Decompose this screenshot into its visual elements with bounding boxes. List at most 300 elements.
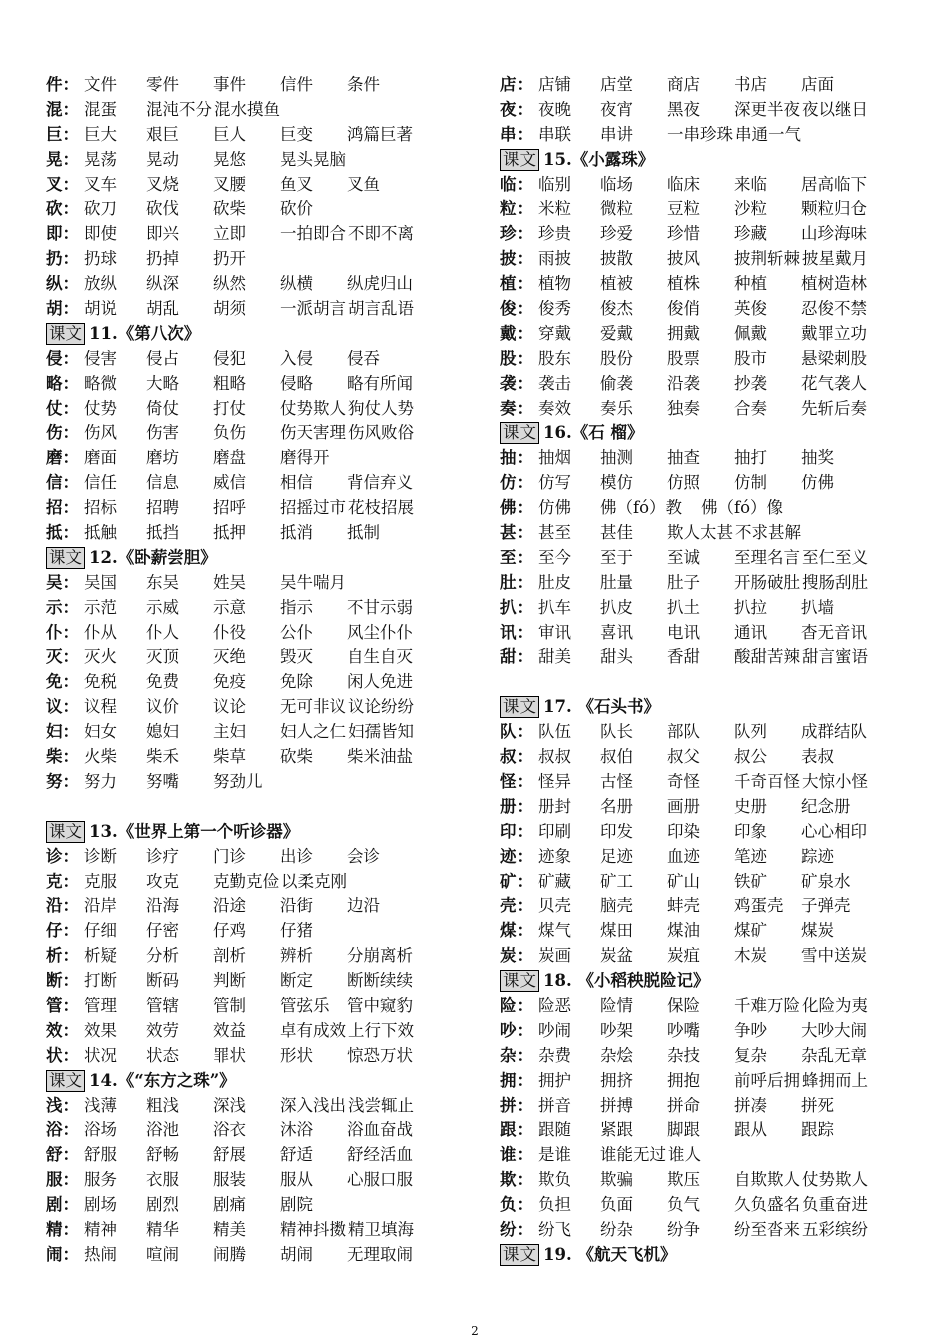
vocab-word: 珍贵 [538, 224, 571, 244]
vocab-character: 纷： [500, 1219, 533, 1239]
vocab-word: 砍柴 [280, 747, 313, 767]
vocab-character: 俊： [500, 299, 533, 319]
lesson-header [46, 820, 466, 845]
vocab-word: 保险 [667, 995, 700, 1015]
vocab-word: 股东 [538, 348, 571, 368]
vocab-character: 怪： [500, 771, 533, 791]
vocab-word: 叉车 [84, 174, 117, 194]
vocab-word: 诊断 [84, 846, 117, 866]
vocab-word: 抵制 [347, 523, 380, 543]
vocab-word: 戴罪立功 [801, 323, 867, 343]
vocab-word: 混蛋 [84, 99, 117, 119]
vocab-word: 喧闹 [146, 1244, 179, 1264]
vocab-word: 胡言乱语 [348, 299, 414, 319]
vocab-word: 叉腰 [213, 174, 246, 194]
vocab-row [500, 1019, 920, 1044]
vocab-word: 跟从 [734, 1120, 767, 1140]
vocab-character: 临： [500, 174, 533, 194]
vocab-word: 书店 [734, 75, 767, 94]
vocab-character: 谁： [500, 1145, 533, 1165]
vocab-row [46, 894, 466, 919]
vocab-character: 吴： [46, 572, 79, 592]
vocab-word: 浅尝辄止 [348, 1095, 414, 1115]
vocab-character: 磨： [46, 448, 79, 468]
vocab-row [46, 1168, 466, 1193]
vocab-word: 植物 [538, 274, 571, 294]
vocab-word: 足迹 [600, 846, 633, 866]
vocab-row [500, 745, 920, 770]
vocab-row [46, 1143, 466, 1168]
vocab-word: 队长 [600, 722, 633, 742]
vocab-word: 沙粒 [734, 199, 767, 219]
vocab-word: 复杂 [734, 1045, 767, 1065]
vocab-row [46, 1193, 466, 1218]
vocab-character: 拥： [500, 1070, 533, 1090]
vocab-word: 舒展 [213, 1145, 246, 1165]
vocab-character: 克： [46, 871, 79, 891]
vocab-row [46, 73, 466, 98]
vocab-word: 欺人太甚 [667, 523, 733, 543]
vocab-word: 衣服 [146, 1170, 179, 1190]
vocab-word: 千奇百怪 [734, 771, 800, 791]
lesson-title: 18. 《小稻秧脱险记》 [543, 971, 710, 991]
vocab-word: 久负盛名 [734, 1195, 800, 1215]
vocab-word: 夜晚 [538, 99, 571, 119]
vocab-word: 立即 [213, 224, 246, 244]
vocab-character: 植： [500, 274, 533, 294]
vocab-character: 仿： [500, 473, 533, 493]
vocab-character: 甚： [500, 523, 533, 543]
lesson-header [500, 148, 920, 173]
vocab-word: 侵略 [280, 373, 313, 393]
vocab-word: 脚跟 [667, 1120, 700, 1140]
vocab-character: 件： [46, 75, 79, 94]
vocab-word: 杂乱无章 [801, 1045, 867, 1065]
vocab-row [46, 944, 466, 969]
vocab-word: 负气 [667, 1195, 700, 1215]
vocab-word: 临别 [538, 174, 571, 194]
vocab-word: 自欺欺人 [734, 1170, 800, 1190]
vocab-word: 仔密 [146, 921, 179, 941]
vocab-word: 矿泉水 [801, 871, 851, 891]
vocab-word: 风尘仆仆 [347, 622, 413, 642]
vocab-row [500, 944, 920, 969]
vocab-word: 仿佛 [801, 473, 834, 493]
vocab-word: 欺骗 [600, 1170, 633, 1190]
vocab-word: 叔叔 [538, 747, 571, 767]
vocab-character: 仗： [46, 398, 79, 418]
vocab-word: 拼音 [538, 1095, 571, 1115]
vocab-row [500, 173, 920, 198]
vocab-word: 仿写 [538, 473, 571, 493]
vocab-word: 柴禾 [146, 747, 179, 767]
vocab-word: 英俊 [734, 299, 767, 319]
vocab-row [500, 347, 920, 372]
vocab-character: 扔： [46, 249, 79, 269]
vocab-word: 佩戴 [734, 323, 767, 343]
vocab-word: 灭顶 [146, 647, 179, 667]
vocab-word: 相信 [280, 473, 313, 493]
vocab-word: 前呼后拥 [734, 1070, 800, 1090]
lesson-tag: 课文 [46, 1070, 85, 1092]
vocab-word: 艰巨 [146, 124, 179, 144]
vocab-word: 议论 [213, 697, 246, 717]
vocab-word: 打断 [84, 971, 117, 991]
vocab-word: 奇怪 [667, 771, 700, 791]
vocab-word: 纪念册 [801, 796, 851, 816]
vocab-word: 夜宵 [600, 99, 633, 119]
vocab-character: 炭： [500, 946, 533, 966]
vocab-word: 至今 [538, 547, 571, 567]
vocab-row [46, 770, 466, 795]
vocab-word: 毁灭 [280, 647, 313, 667]
vocab-word: 炭画 [538, 946, 571, 966]
vocab-word: 混水摸鱼 [214, 99, 280, 119]
vocab-row [500, 521, 920, 546]
vocab-word: 浴血奋战 [347, 1120, 413, 1140]
vocab-word: 植树造林 [801, 274, 867, 294]
vocab-row [46, 397, 466, 422]
vocab-word: 跟随 [538, 1120, 571, 1140]
vocab-row [46, 297, 466, 322]
vocab-word: 酸甜苦辣 [734, 647, 800, 667]
lesson-header [500, 969, 920, 994]
vocab-word: 香甜 [667, 647, 700, 667]
vocab-word: 叔父 [667, 747, 700, 767]
vocab-word: 化险为夷 [802, 995, 868, 1015]
vocab-word: 合奏 [734, 398, 767, 418]
lesson-header [46, 1069, 466, 1094]
vocab-word: 免税 [84, 672, 117, 692]
vocab-character: 奏： [500, 398, 533, 418]
vocab-word: 仆人 [146, 622, 179, 642]
vocab-character: 队： [500, 722, 533, 742]
vocab-row [46, 173, 466, 198]
vocab-word: 叉鱼 [347, 174, 380, 194]
vocab-word: 吴国 [84, 572, 117, 592]
vocab-word: 奏乐 [600, 398, 633, 418]
vocab-word: 花气袭人 [801, 373, 867, 393]
vocab-word: 剖析 [213, 946, 246, 966]
vocab-word: 晃头晃脑 [280, 149, 346, 169]
vocab-word: 笔迹 [734, 846, 767, 866]
vocab-row [500, 1143, 920, 1168]
vocab-word: 肚皮 [538, 572, 571, 592]
vocab-word: 议价 [146, 697, 179, 717]
vocab-word: 剧场 [84, 1195, 117, 1215]
vocab-word: 砍伐 [146, 199, 179, 219]
vocab-word: 是谁 [538, 1145, 571, 1165]
vocab-row [500, 1218, 920, 1243]
vocab-character: 管： [46, 995, 79, 1015]
vocab-word: 爱戴 [600, 323, 633, 343]
vocab-character: 侵： [46, 348, 79, 368]
vocab-row [500, 919, 920, 944]
vocab-word: 仿照 [667, 473, 700, 493]
vocab-row [46, 222, 466, 247]
vocab-row [500, 322, 920, 347]
vocab-word: 商店 [667, 75, 700, 94]
vocab-word: 仗势欺人 [802, 1170, 868, 1190]
vocab-word: 黑夜 [667, 99, 700, 119]
vocab-word: 审讯 [538, 622, 571, 642]
vocab-word: 奏效 [538, 398, 571, 418]
vocab-character: 壳： [500, 896, 533, 916]
vocab-word: 险情 [600, 995, 633, 1015]
vocab-word: 砍柴 [213, 199, 246, 219]
vocab-word: 招摇过市 [280, 498, 346, 518]
vocab-word: 巨变 [280, 124, 313, 144]
vocab-character: 吵： [500, 1020, 533, 1040]
vocab-word: 脑壳 [600, 896, 633, 916]
vocab-word: 至诚 [667, 547, 700, 567]
vocab-word: 花枝招展 [348, 498, 414, 518]
vocab-word: 抽测 [600, 448, 633, 468]
vocab-word: 砍价 [280, 199, 313, 219]
vocab-word: 舒适 [280, 1145, 313, 1165]
vocab-character: 抵： [46, 523, 79, 543]
vocab-row [500, 1069, 920, 1094]
vocab-word: 伤天害理 [280, 423, 346, 443]
vocab-word: 大惊小怪 [802, 771, 868, 791]
vocab-row [46, 645, 466, 670]
vocab-word: 名册 [600, 796, 633, 816]
vocab-word: 抵押 [213, 523, 246, 543]
vocab-word: 抽查 [667, 448, 700, 468]
vocab-row [46, 1094, 466, 1119]
vocab-row [46, 1118, 466, 1143]
vocab-word: 踪迹 [801, 846, 834, 866]
vocab-character: 叔： [500, 747, 533, 767]
right-column [500, 73, 920, 1268]
vocab-word: 抵挡 [146, 523, 179, 543]
vocab-word: 杳无音讯 [801, 622, 867, 642]
vocab-word: 杂费 [538, 1045, 571, 1065]
vocab-row [500, 621, 920, 646]
vocab-word: 断定 [280, 971, 313, 991]
vocab-character: 议： [46, 697, 79, 717]
vocab-word: 信件 [280, 75, 313, 94]
vocab-word: 克勤克俭 [213, 871, 279, 891]
vocab-word: 磨面 [84, 448, 117, 468]
vocab-character: 佛： [500, 498, 533, 518]
vocab-word: 精神抖擞 [280, 1219, 346, 1239]
vocab-word: 甚佳 [600, 523, 633, 543]
vocab-word: 纷飞 [538, 1219, 571, 1239]
vocab-row [500, 720, 920, 745]
vocab-word: 印刷 [538, 821, 571, 841]
vocab-word: 妇女 [84, 722, 117, 742]
vocab-word: 仔鸡 [213, 921, 246, 941]
vocab-word: 效果 [84, 1020, 117, 1040]
lesson-title: 12.《卧薪尝胆》 [89, 547, 217, 567]
vocab-word: 柴米油盐 [347, 747, 413, 767]
vocab-row [500, 994, 920, 1019]
vocab-character: 信： [46, 473, 79, 493]
vocab-word: 蚌壳 [667, 896, 700, 916]
vocab-word: 鸡蛋壳 [734, 896, 784, 916]
vocab-character: 柴： [46, 747, 79, 767]
vocab-word: 俊杰 [600, 299, 633, 319]
vocab-word: 子弹壳 [801, 896, 851, 916]
vocab-row [46, 994, 466, 1019]
vocab-character: 杂： [500, 1045, 533, 1065]
vocab-word: 信任 [84, 473, 117, 493]
vocab-character: 免： [46, 672, 79, 692]
vocab-character: 欺： [500, 1170, 533, 1190]
vocab-word: 效劳 [146, 1020, 179, 1040]
vocab-word: 砍刀 [84, 199, 117, 219]
vocab-word: 甜美 [538, 647, 571, 667]
vocab-row [46, 347, 466, 372]
vocab-row [46, 123, 466, 148]
vocab-word: 贝壳 [538, 896, 571, 916]
lesson-header [500, 1243, 920, 1268]
vocab-word: 穿戴 [538, 323, 571, 343]
vocab-word: 示意 [213, 597, 246, 617]
vocab-character: 矿： [500, 871, 533, 891]
vocab-word: 拥抱 [667, 1070, 700, 1090]
vocab-character: 讯： [500, 622, 533, 642]
vocab-row [46, 745, 466, 770]
vocab-word: 惊恐万状 [347, 1045, 413, 1065]
vocab-character: 纵： [46, 274, 79, 294]
vocab-word: 居高临下 [801, 174, 867, 194]
vocab-character: 戴： [500, 323, 533, 343]
vocab-word: 俊秀 [538, 299, 571, 319]
vocab-word: 服务 [84, 1170, 117, 1190]
vocab-word: 部队 [667, 722, 700, 742]
vocab-word: 闲人免进 [347, 672, 413, 692]
vocab-character: 沿： [46, 896, 79, 916]
vocab-character: 舒： [46, 1145, 79, 1165]
vocab-word: 巨大 [84, 124, 117, 144]
vocab-character: 珍： [500, 224, 533, 244]
vocab-word: 披星戴月 [802, 249, 868, 269]
vocab-word: 无理取闹 [347, 1244, 413, 1264]
vocab-word: 拼搏 [600, 1095, 633, 1115]
vocab-row [46, 446, 466, 471]
vocab-character: 伤： [46, 423, 79, 443]
vocab-word: 姓吴 [213, 572, 246, 592]
vocab-word: 披荆斩棘 [734, 249, 800, 269]
vocab-word: 千难万险 [734, 995, 800, 1015]
vocab-word: 叔公 [734, 747, 767, 767]
vocab-word: 怪异 [538, 771, 571, 791]
vocab-word: 妇人之仁 [280, 722, 346, 742]
vocab-word: 罪状 [213, 1045, 246, 1065]
vocab-word: 妇孺皆知 [348, 722, 414, 742]
lesson-title: 16.《石 榴》 [543, 423, 644, 443]
vocab-word: 一派胡言 [280, 299, 346, 319]
vocab-row [46, 1243, 466, 1268]
vocab-word: 煤田 [600, 921, 633, 941]
vocab-character: 股： [500, 348, 533, 368]
vocab-word: 雨披 [538, 249, 571, 269]
vocab-character: 断： [46, 971, 79, 991]
vocab-word: 指示 [280, 597, 313, 617]
vocab-word: 叔伯 [600, 747, 633, 767]
vocab-row [500, 770, 920, 795]
vocab-row [46, 421, 466, 446]
vocab-word: 狗仗人势 [348, 398, 414, 418]
vocab-character: 浅： [46, 1095, 79, 1115]
vocab-row [46, 1044, 466, 1069]
vocab-word: 纷杂 [600, 1219, 633, 1239]
vocab-row [46, 98, 466, 123]
vocab-row [46, 695, 466, 720]
vocab-word: 浴衣 [213, 1120, 246, 1140]
vocab-word: 店铺 [538, 75, 571, 94]
vocab-row [500, 496, 920, 521]
vocab-word: 一拍即合 [280, 224, 346, 244]
vocab-word: 沿街 [280, 896, 313, 916]
vocab-word: 仔细 [84, 921, 117, 941]
vocab-character: 袭： [500, 373, 533, 393]
vocab-word: 灭绝 [213, 647, 246, 667]
vocab-word: 即兴 [146, 224, 179, 244]
vocab-word: 披风 [667, 249, 700, 269]
vocab-row [500, 820, 920, 845]
vocab-word: 一串珍珠 [667, 124, 733, 144]
lesson-tag: 课文 [46, 821, 85, 843]
vocab-word: 议程 [84, 697, 117, 717]
vocab-word: 迹象 [538, 846, 571, 866]
vocab-word: 深更半夜 [734, 99, 800, 119]
vocab-row [500, 1168, 920, 1193]
vocab-character: 略： [46, 373, 79, 393]
vocab-word: 负伤 [213, 423, 246, 443]
vocab-word: 分析 [146, 946, 179, 966]
vocab-word: 伤害 [146, 423, 179, 443]
vocab-row [500, 397, 920, 422]
vocab-word: 效益 [213, 1020, 246, 1040]
vocab-character: 印： [500, 821, 533, 841]
blank-line [500, 670, 920, 695]
vocab-row [46, 372, 466, 397]
vocab-character: 妇： [46, 722, 79, 742]
vocab-word: 抽奖 [801, 448, 834, 468]
vocab-word: 拼凑 [734, 1095, 767, 1115]
vocab-word: 自生自灭 [347, 647, 413, 667]
vocab-word: 吴牛喘月 [280, 572, 346, 592]
vocab-character: 拼： [500, 1095, 533, 1115]
vocab-word: 来临 [734, 174, 767, 194]
vocab-word: 精神 [84, 1219, 117, 1239]
vocab-word: 负担 [538, 1195, 571, 1215]
vocab-row [500, 1118, 920, 1143]
vocab-word: 先斩后奏 [801, 398, 867, 418]
vocab-character: 胡： [46, 299, 79, 319]
vocab-word: 画册 [667, 796, 700, 816]
vocab-word: 微粒 [600, 199, 633, 219]
vocab-character: 煤： [500, 921, 533, 941]
vocab-word: 杂技 [667, 1045, 700, 1065]
vocab-character: 诊： [46, 846, 79, 866]
vocab-word: 侵犯 [213, 348, 246, 368]
vocab-character: 披： [500, 249, 533, 269]
vocab-word: 雪中送炭 [801, 946, 867, 966]
vocab-word: 颗粒归仓 [801, 199, 867, 219]
vocab-word: 抵触 [84, 523, 117, 543]
vocab-word: 会诊 [347, 846, 380, 866]
vocab-word: 佛（fó）像 [701, 498, 784, 518]
vocab-word: 店堂 [600, 75, 633, 94]
lesson-tag: 课文 [500, 696, 539, 718]
vocab-word: 负面 [600, 1195, 633, 1215]
vocab-word: 管理 [84, 995, 117, 1015]
vocab-word: 火柴 [84, 747, 117, 767]
